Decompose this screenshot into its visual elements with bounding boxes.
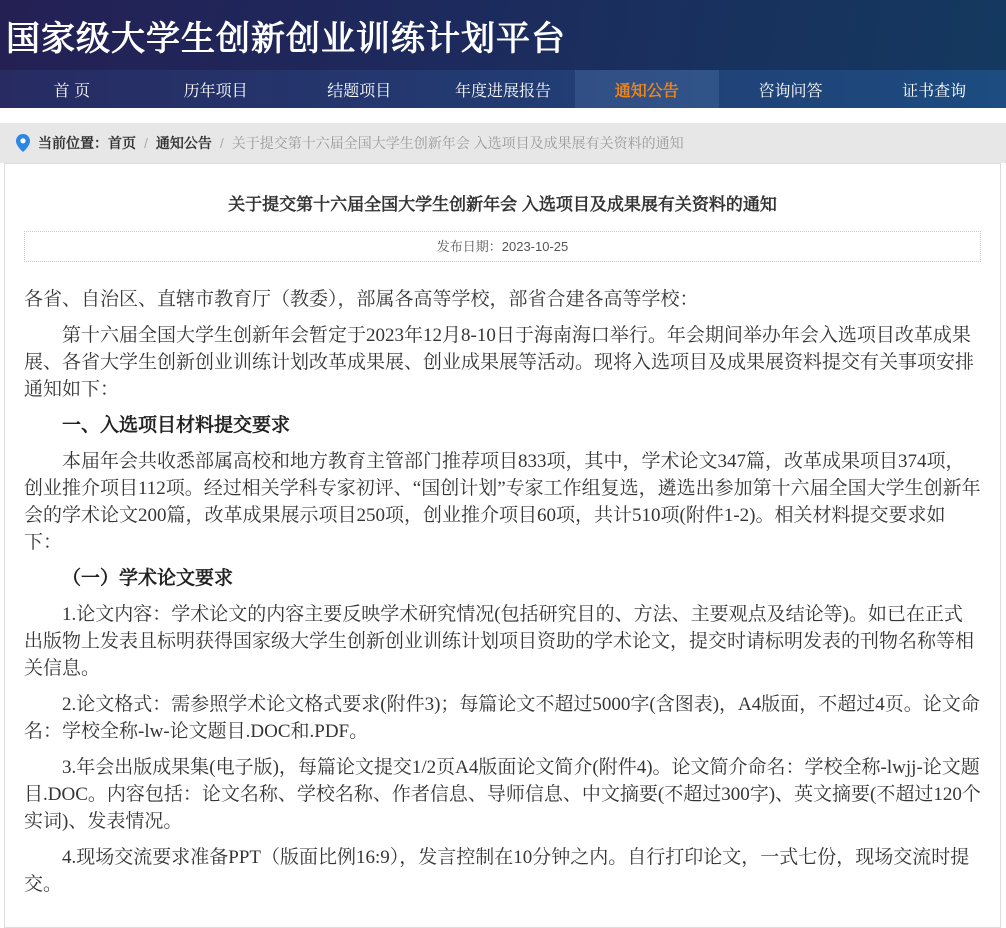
- breadcrumb: [0, 123, 1006, 163]
- article-title: 关于提交第十六届全国大学生创新年会 入选项目及成果展有关资料的通知: [228, 195, 777, 214]
- paragraph-item-2-paper-format: 2.论文格式：需参照学术论文格式要求(附件3)；每篇论文不超过5000字(含图表)，A4版面，不超过4页。论文命名：学校全称-lw-论文题目.DOC和.PDF。: [24, 694, 980, 742]
- article-container: [4, 163, 1001, 928]
- breadcrumb-separator: /: [144, 135, 148, 151]
- paragraph-selection-stats: 本届年会共收悉部属高校和地方教育主管部门推荐项目833项，其中，学术论文347篇，改革成果项目374项，创业推介项目112项。经过相关学科专家初评、“国创计划”专家工作组复选，遴选出参加第十六届全国大学生创新年会的学术论文200篇，改革成果展示项目250项，创业推介项目60项，共计510项(附件1-2)。相关材料提交要求如下：: [24, 451, 981, 553]
- article-body: [24, 286, 981, 898]
- paragraph-salutation: 各省、自治区、直辖市教育厅（教委），部属各高等学校，部省合建各高等学校：: [24, 289, 699, 310]
- paragraph-intro: 第十六届全国大学生创新年会暂定于2023年12月8-10日于海南海口举行。年会期间举办年会入选项目改革成果展、各省大学生创新创业训练计划改革成果展、创业成果展等活动。现将入选项目及成果展资料提交有关事项安排通知如下：: [24, 325, 975, 400]
- subsection-heading-paper-requirements: （一）学术论文要求: [62, 568, 234, 589]
- nav-item-concluded-projects[interactable]: 结题项目: [327, 82, 392, 100]
- header-spacer: [0, 108, 1006, 123]
- publish-date-value: 2023-10-25: [501, 239, 569, 254]
- nav-item-annual-report[interactable]: 年度进展报告: [455, 82, 552, 100]
- site-header: [0, 0, 1006, 70]
- breadcrumb-home-link[interactable]: 首页: [108, 135, 136, 151]
- paragraph-item-1-paper-content: 1.论文内容：学术论文的内容主要反映学术研究情况(包括研究目的、方法、主要观点及结论等)。如已在正式出版物上发表且标明获得国家级大学生创新创业训练计划项目资助的学术论文，提交时请标明发表的刊物名称等相关信息。: [24, 604, 975, 679]
- nav-item-home[interactable]: 首 页: [53, 82, 91, 100]
- main-nav: [0, 70, 1006, 108]
- publish-date-label: 发布日期：: [436, 239, 502, 254]
- breadcrumb-current-page: 关于提交第十六届全国大学生创新年会 入选项目及成果展有关资料的通知: [231, 135, 684, 151]
- section-heading-submission-requirements: 一、入选项目材料提交要求: [62, 415, 291, 436]
- nav-item-notices[interactable]: 通知公告: [575, 70, 719, 108]
- nav-item-qa[interactable]: 咨询问答: [758, 82, 823, 100]
- breadcrumb-location-label: 当前位置：: [38, 135, 108, 151]
- location-pin-icon: [16, 134, 30, 152]
- breadcrumb-section-link[interactable]: 通知公告: [155, 135, 212, 151]
- nav-item-certificate-query[interactable]: 证书查询: [902, 82, 967, 100]
- paragraph-item-3-abstract: 3.年会出版成果集(电子版)，每篇论文提交1/2页A4版面论文简介(附件4)。论文简介命名：学校全称-lwjj-论文题目.DOC。内容包括：论文名称、学校名称、作者信息、导师信息、中文摘要(不超过300字)、英文摘要(不超过120个实词)、发表情况。: [24, 757, 981, 832]
- nav-item-past-projects[interactable]: 历年项目: [183, 82, 248, 100]
- breadcrumb-separator: /: [219, 135, 224, 151]
- paragraph-item-4-ppt: 4.现场交流要求准备PPT（版面比例16:9），发言控制在10分钟之内。自行打印论文，一式七份，现场交流时提交。: [24, 847, 970, 895]
- site-title: 国家级大学生创新创业训练计划平台: [6, 19, 566, 58]
- publish-date-bar: [24, 231, 981, 262]
